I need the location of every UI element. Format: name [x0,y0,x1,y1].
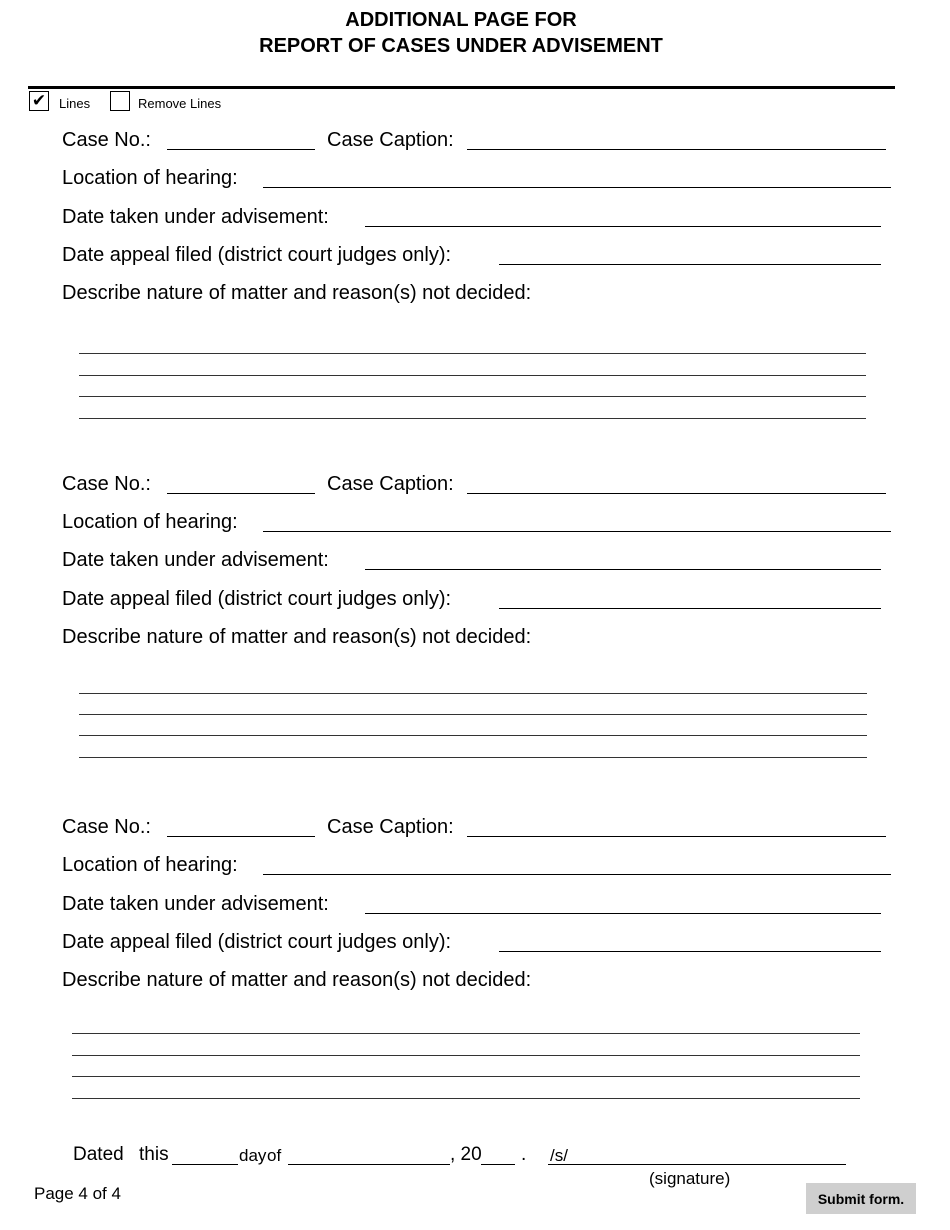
date-appeal-field[interactable] [499,587,881,609]
describe-label: Describe nature of matter and reason(s) not decided: [62,969,532,991]
date-taken-label: Date taken under advisement: [62,893,329,915]
remove-lines-checkbox[interactable] [110,91,130,111]
case-no-row [62,472,892,498]
case-caption-label: Case Caption: [327,816,454,838]
case-caption-field[interactable] [467,815,886,837]
description-line[interactable] [79,418,866,419]
period-label: . [521,1144,527,1165]
date-appeal-row [62,930,892,956]
title-line-1: ADDITIONAL PAGE FOR [345,9,577,31]
case-no-field[interactable] [167,815,315,837]
location-row [62,166,892,192]
description-line[interactable] [79,375,866,376]
describe-row [62,968,892,994]
location-row [62,853,892,879]
submit-form-button[interactable]: Submit form. [806,1183,916,1214]
description-line[interactable] [72,1033,860,1034]
description-line[interactable] [72,1098,860,1099]
location-field[interactable] [263,853,891,875]
month-field[interactable] [288,1143,450,1165]
case-no-field[interactable] [167,128,315,150]
date-taken-row [62,205,892,231]
location-label: Location of hearing: [62,854,238,876]
date-appeal-field[interactable] [499,930,881,952]
location-label: Location of hearing: [62,167,238,189]
location-field[interactable] [263,166,891,188]
date-taken-field[interactable] [365,548,881,570]
date-taken-field[interactable] [365,205,881,227]
description-line[interactable] [79,693,867,694]
date-appeal-field[interactable] [499,243,881,265]
date-appeal-label: Date appeal filed (district court judges only): [62,588,452,610]
describe-label: Describe nature of matter and reason(s) not decided: [62,282,532,304]
case-caption-label: Case Caption: [327,473,454,495]
lines-checkbox-label: Lines [59,96,91,111]
date-appeal-label: Date appeal filed (district court judges only): [62,244,452,266]
location-field[interactable] [263,510,891,532]
describe-label: Describe nature of matter and reason(s) not decided: [62,626,532,648]
case-no-row [62,815,892,841]
date-taken-field[interactable] [365,892,881,914]
year-prefix-label: , 20 [450,1144,482,1165]
date-taken-label: Date taken under advisement: [62,206,329,228]
description-line[interactable] [79,396,866,397]
title-line-2: REPORT OF CASES UNDER ADVISEMENT [259,35,663,57]
description-line[interactable] [79,757,867,758]
date-appeal-label: Date appeal filed (district court judges only): [62,931,452,953]
location-label: Location of hearing: [62,511,238,533]
header-rule [28,86,895,89]
date-taken-row [62,548,892,574]
signature-prefix: /s/ [550,1146,568,1165]
day-field[interactable] [172,1143,238,1165]
case-caption-label: Case Caption: [327,129,454,151]
remove-lines-checkbox-label: Remove Lines [138,96,222,111]
date-taken-row [62,892,892,918]
case-no-field[interactable] [167,472,315,494]
case-no-label: Case No.: [62,816,151,838]
description-line[interactable] [79,353,866,354]
dated-label: Dated [73,1144,124,1165]
lines-checkbox[interactable]: ✔ [29,91,49,111]
date-taken-label: Date taken under advisement: [62,549,329,571]
describe-row [62,281,892,307]
year-field[interactable] [481,1143,515,1165]
describe-row [62,625,892,651]
case-no-label: Case No.: [62,129,151,151]
description-line[interactable] [79,735,867,736]
signature-caption: (signature) [649,1169,731,1188]
description-line[interactable] [72,1055,860,1056]
signature-field[interactable] [548,1143,846,1165]
day-label: day [239,1146,267,1165]
date-appeal-row [62,587,892,613]
case-no-row [62,128,892,154]
description-line[interactable] [72,1076,860,1077]
date-appeal-row [62,243,892,269]
description-line[interactable] [79,714,867,715]
case-no-label: Case No.: [62,473,151,495]
location-row [62,510,892,536]
case-caption-field[interactable] [467,472,886,494]
of-label: of [267,1146,282,1165]
this-label: this [139,1144,169,1165]
case-caption-field[interactable] [467,128,886,150]
page-number: Page 4 of 4 [34,1184,121,1203]
